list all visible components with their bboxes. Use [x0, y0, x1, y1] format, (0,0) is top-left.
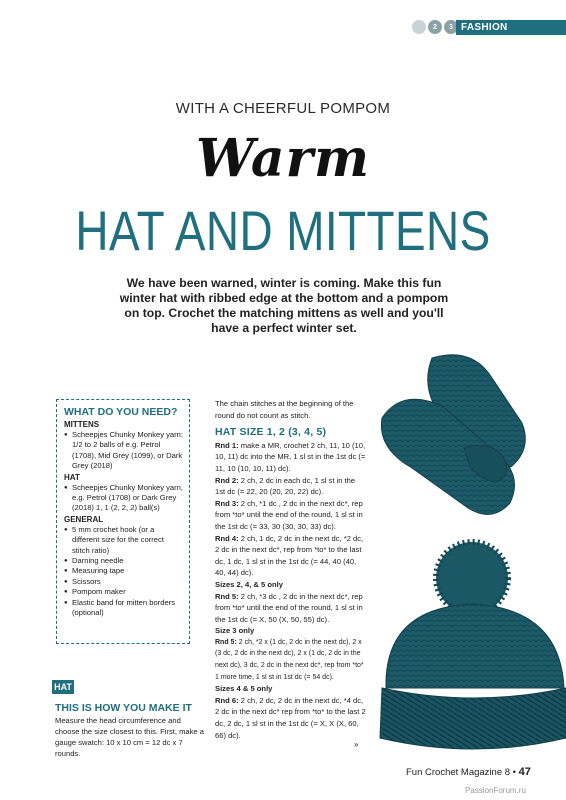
round-4 — [215, 533, 367, 579]
round-label: Rnd 4: — [215, 533, 239, 543]
list-item: ● Elastic band for mitten borders (optional) — [64, 598, 183, 619]
list-item: ● Pompom maker — [64, 587, 183, 597]
continue-arrow: » — [354, 740, 359, 749]
round-label: Rnd 1: — [215, 440, 239, 450]
materials-title: WHAT DO YOU NEED? — [64, 406, 178, 418]
magazine-name: Fun Crochet Magazine 8 — [406, 767, 511, 778]
list-item: ● Darning needle — [64, 556, 183, 566]
size-3-heading: Size 3 only — [215, 626, 255, 636]
sizes-245-heading: Sizes 2, 4, & 5 only — [215, 579, 283, 589]
intro-text: We have been warned, winter is coming. Make this fun winter hat with ribbed edge at the bottom and a pompom on top. Crochet the matching mittens as well and you'll have a perfect winter set. — [119, 276, 449, 335]
mittens-image — [372, 348, 566, 523]
round-6 — [215, 695, 367, 741]
round-3 — [215, 498, 367, 533]
round-label: Rnd 3: — [215, 498, 239, 508]
round-5 — [215, 591, 367, 626]
page-number: 47 — [518, 766, 531, 778]
round-text: make a MR, crochet 2 ch, 11, 10 (10, 10, 11) dc into the MR, 1 sl st in the 1st dc (= 11, 10 (10, 10, 11) dc). — [215, 440, 366, 473]
round-text: 2 ch, *3 dc , 2 dc in the next dc*, rep from *to* until the end of the round, 1 sl st in the 1st dc (= X, 50 (X, 50, 55) dc). — [215, 591, 363, 624]
round-label: Rnd 2: — [215, 475, 239, 485]
hat-heading: HAT — [64, 472, 80, 482]
sizes-45-heading: Sizes 4 & 5 only — [215, 684, 273, 694]
difficulty-dot-3: 3 — [444, 20, 458, 34]
round-2 — [215, 475, 367, 498]
pattern-column — [215, 398, 367, 741]
pattern-note: The chain stitches at the beginning of the round do not count as stitch. — [215, 399, 354, 420]
size-title: HAT SIZE 1, 2 (3, 4, 5) — [215, 426, 327, 439]
round-label: Rnd 6: — [215, 695, 239, 705]
watermark: PassionForum.ru — [465, 786, 526, 795]
general-list — [64, 525, 183, 619]
mittens-heading: MITTENS — [64, 420, 100, 429]
subtitle: WITH A CHEERFUL POMPOM — [175, 100, 391, 117]
list-item: ● 5 mm crochet hook (or a different size for the correct stitch ratio) — [64, 525, 183, 556]
hat-list — [64, 483, 183, 514]
general-heading: GENERAL — [64, 514, 104, 524]
difficulty-dot-2: 2 — [428, 20, 442, 34]
section-tab: FASHION — [456, 20, 566, 35]
round-text: 2 ch, *1 dc , 2 dc in the next dc*, rep from *to* until the end of the round, 1 sl st in the 1st dc (= 33, 30 (30, 30, 33) dc). — [215, 498, 363, 531]
difficulty-indicator — [412, 20, 458, 34]
round-5b — [215, 637, 367, 683]
round-text: 2 ch, 2 dc, 2 dc in the next dc, *4 dc, 2 dc in the next dc* rep from *to* to the last 2 dc, 2 dc, 1 sl st in the 1st dc (= X, X (X, 60, 66) dc). — [215, 695, 366, 740]
list-item: ● Scissors — [64, 577, 183, 587]
list-item: ● Scheepjes Chunky Monkey yarn: 1/2 to 2 balls of e.g. Petrol (1708), Mid Grey (1099), or Dark Grey (2018) — [64, 430, 183, 472]
round-label: Rnd 5: — [215, 591, 239, 601]
hat-image — [374, 538, 566, 760]
round-1 — [215, 440, 367, 475]
round-text: 2 ch, *2 x (1 dc, 2 dc in the next dc), 2 x (3 dc, 2 dc in the next dc), 2 x (1 dc, 2 dc in the next dc), 3 dc, 2 dc in the next dc*, rep from *to* 1 more time, 1 sl st in 1st dc (= 54 dc). — [215, 638, 364, 681]
hat-tag: HAT — [52, 680, 74, 694]
round-label: Rnd 5: — [215, 638, 237, 646]
mittens-list — [64, 430, 183, 472]
difficulty-dot-1 — [412, 20, 426, 34]
footer-bullet: • — [512, 767, 516, 778]
script-title: Warm — [196, 128, 370, 189]
list-item: ● Scheepjes Chunky Monkey yarn, e.g. Petrol (1708) or Dark Grey (2018) 1, 1 (2, 2, 2) ball(s) — [64, 483, 183, 514]
page-title: HAT AND MITTENS — [75, 199, 491, 262]
how-text: Measure the head circumference and choose the size closest to this. First, make a gauge swatch: 10 x 10 cm = 12 dc x 7 rounds. — [55, 716, 204, 758]
how-title: THIS IS HOW YOU MAKE IT — [55, 702, 192, 714]
round-text: 2 ch, 2 dc in each dc, 1 sl st in the 1st dc (= 22, 20 (20, 20, 22) dc). — [215, 475, 356, 497]
page-footer — [406, 766, 531, 778]
materials-box — [56, 399, 190, 644]
list-item: ● Measuring tape — [64, 566, 183, 576]
round-text: 2 ch, 1 dc, 2 dc in the next dc, *2 dc, 2 dc in the next dc*, rep from *to* to the last dc, 1 dc, 1 sl st in the 1st dc (= 44, 40 (40, 40, 44) dc). — [215, 533, 364, 578]
